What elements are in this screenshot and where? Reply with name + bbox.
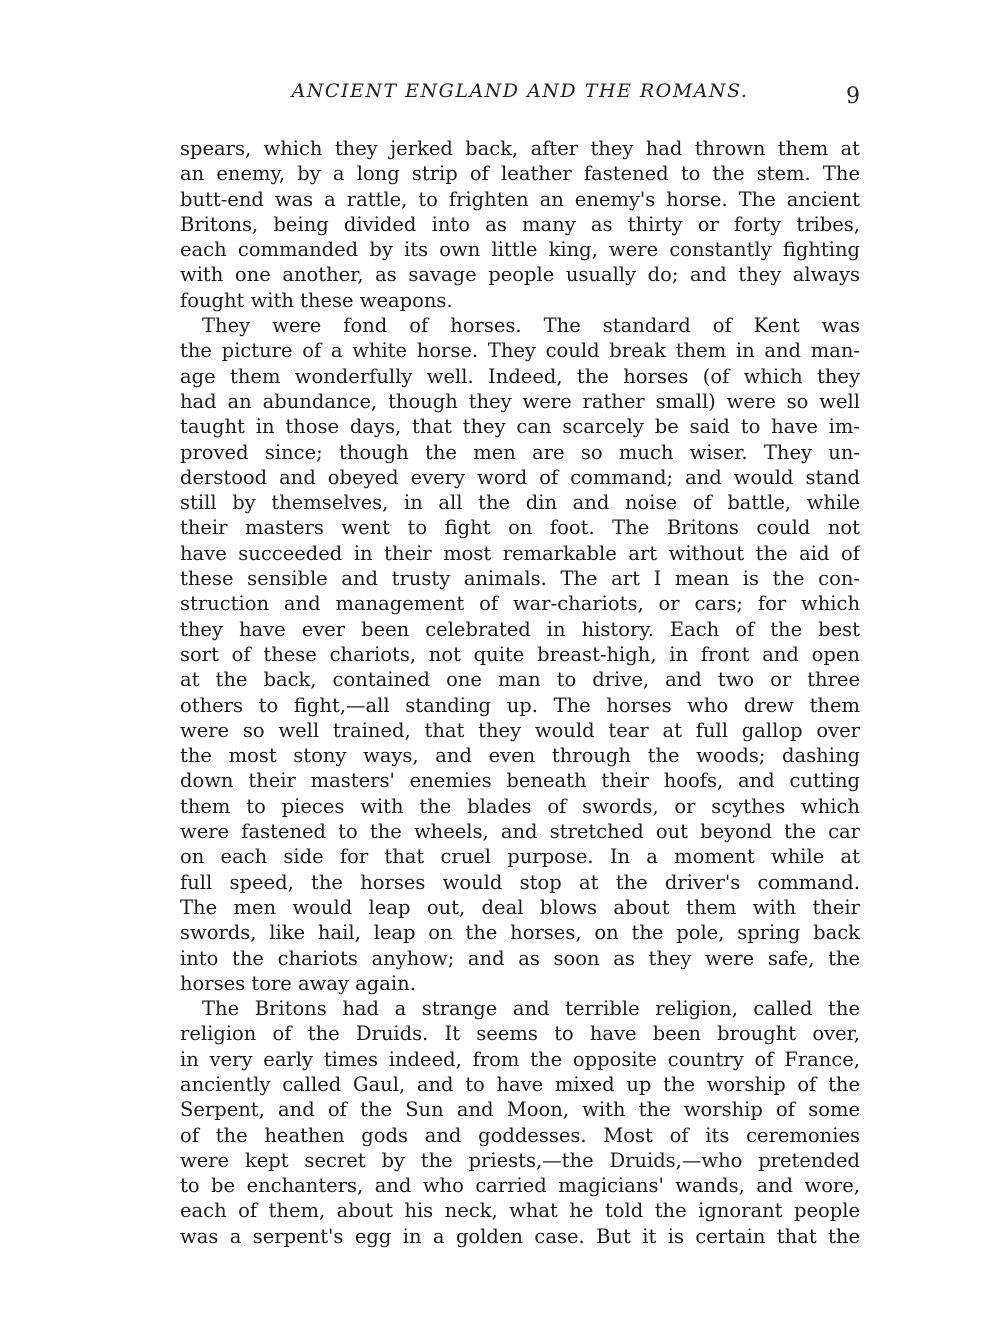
text-line: at the back, contained one man to drive, and two or three [180, 668, 860, 692]
text-line: of the heathen gods and goddesses. Most of its ceremonies [180, 1123, 860, 1147]
paragraph-first-line: The Britons had a strange and terrible religion, called the [202, 997, 860, 1021]
body-text [180, 136, 860, 1249]
text-line: Serpent, and of the Sun and Moon, with the worship of some [180, 1098, 860, 1122]
text-line: taught in those days, that they can scarcely be said to have im- [180, 415, 860, 439]
text-line: spears, which they jerked back, after they had thrown them at [180, 137, 860, 160]
text-line: was a serpent's egg in a golden case. But it is certain that the [180, 1224, 860, 1248]
text-line: them to pieces with the blades of swords, or scythes which [180, 794, 860, 818]
text-line: fought with these weapons. [180, 288, 453, 312]
text-line: Britons, being divided into as many as thirty or forty tribes, [180, 212, 860, 236]
text-line: their masters went to fight on foot. The Britons could not [180, 516, 860, 540]
text-line: on each side for that cruel purpose. In a moment while at [180, 845, 860, 869]
paragraph-first-line: They were fond of horses. The standard of Kent was [202, 314, 860, 338]
text-line: age them wonderfully well. Indeed, the horses (of which they [180, 364, 860, 388]
text-line: an enemy, by a long strip of leather fastened to the stem. The [180, 162, 860, 186]
text-line: each of them, about his neck, what he told the ignorant people [180, 1199, 860, 1223]
running-head-title: ANCIENT ENGLAND AND THE ROMANS. [291, 80, 749, 102]
text-line: sort of these chariots, not quite breast-high, in front and open [180, 642, 860, 666]
text-line: the most stony ways, and even through the woods; dashing [180, 744, 860, 768]
page-number: 9 [846, 84, 860, 109]
text-line: proved since; though the men are so much wiser. They un- [180, 440, 860, 464]
text-line: full speed, the horses would stop at the driver's command. [180, 870, 860, 894]
text-line: others to fight,—all standing up. The horses who drew them [180, 693, 860, 717]
text-line: religion of the Druids. It seems to have been brought over, [180, 1022, 860, 1046]
text-line: The men would leap out, deal blows about them with their [180, 895, 860, 919]
text-line: these sensible and trusty animals. The art I mean is the con- [180, 567, 860, 591]
text-line: each commanded by its own little king, were constantly fighting [180, 238, 860, 262]
text-line: into the chariots anyhow; and as soon as they were safe, the [180, 946, 860, 970]
text-line: still by themselves, in all the din and noise of battle, while [180, 491, 860, 515]
text-line: derstood and obeyed every word of command; and would stand [180, 465, 860, 489]
text-line: were so well trained, that they would tear at full gallop over [180, 718, 860, 742]
text-line: were kept secret by the priests,—the Druids,—who pretended [180, 1148, 860, 1172]
text-line: the picture of a white horse. They could break them in and man- [180, 339, 860, 363]
text-line: had an abundance, though they were rather small) were so well [180, 389, 860, 413]
text-line: to be enchanters, and who carried magicians' wands, and wore, [180, 1174, 860, 1198]
text-line: were fastened to the wheels, and stretched out beyond the car [180, 820, 860, 844]
text-line: in very early times indeed, from the opposite country of France, [180, 1047, 860, 1071]
text-line: they have ever been celebrated in history. Each of the best [180, 617, 860, 641]
text-line: anciently called Gaul, and to have mixed up the worship of the [180, 1072, 860, 1096]
text-line: horses tore away again. [180, 971, 416, 995]
text-line: with one another, as savage people usually do; and they always [180, 263, 860, 287]
text-line: struction and management of war-chariots, or cars; for which [180, 592, 860, 616]
text-line: down their masters' enemies beneath their hoofs, and cutting [180, 769, 860, 793]
text-line: swords, like hail, leap on the horses, on the pole, spring back [180, 921, 860, 945]
text-line: have succeeded in their most remarkable art without the aid of [180, 541, 860, 565]
text-line: butt-end was a rattle, to frighten an enemy's horse. The ancient [180, 187, 860, 211]
